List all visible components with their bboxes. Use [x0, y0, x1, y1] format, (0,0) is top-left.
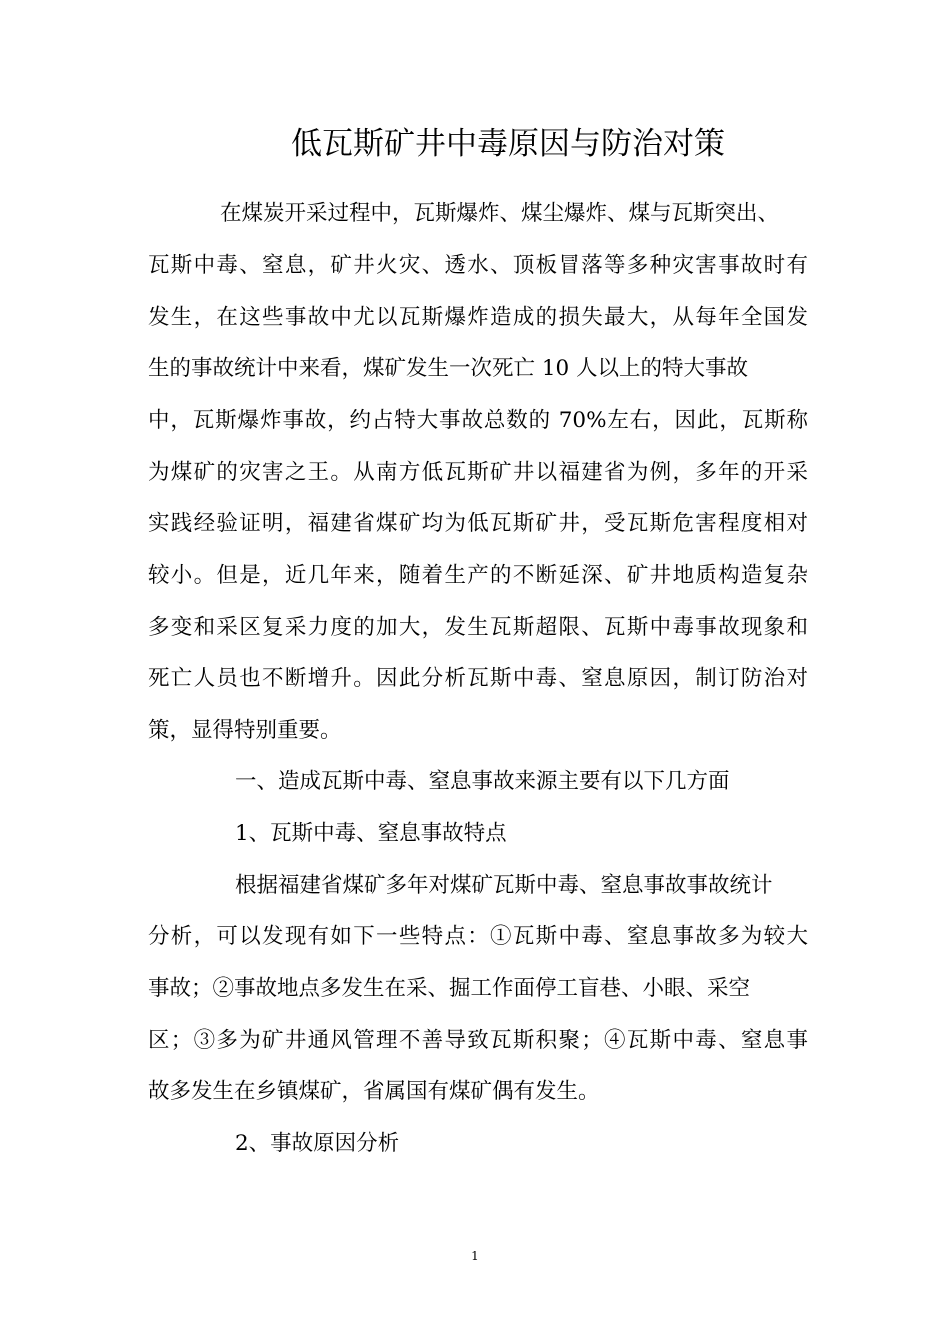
subsection-heading: 1、瓦斯中毒、窒息事故特点 [235, 821, 507, 846]
paragraph-line: 故多发生在乡镇煤矿，省属国有煤矿偶有发生。 [148, 1079, 600, 1104]
paragraph-line: 区；③多为矿井通风管理不善导致瓦斯积聚；④瓦斯中毒、窒息事 [148, 1028, 808, 1053]
paragraph-line: 较小。但是，近几年来，随着生产的不断延深、矿井地质构造复杂 [148, 563, 808, 588]
paragraph-line: 实践经验证明，福建省煤矿均为低瓦斯矿井，受瓦斯危害程度相对 [148, 511, 808, 536]
section-heading: 一、造成瓦斯中毒、窒息事故来源主要有以下几方面 [235, 769, 730, 794]
paragraph-line: 中，瓦斯爆炸事故，约占特大事故总数的 70%左右，因此，瓦斯称 [148, 408, 808, 433]
paragraph-line: 为煤矿的灾害之王。从南方低瓦斯矿井以福建省为例，多年的开采 [148, 460, 808, 485]
paragraph-line: 分析，可以发现有如下一些特点：①瓦斯中毒、窒息事故多为较大 [148, 924, 808, 949]
paragraph-line: 在煤炭开采过程中，瓦斯爆炸、煤尘爆炸、煤与瓦斯突出、 [220, 201, 780, 226]
subsection-heading: 2、事故原因分析 [235, 1131, 400, 1156]
paragraph-line: 发生，在这些事故中尤以瓦斯爆炸造成的损失最大，从每年全国发 [148, 305, 808, 330]
paragraph-line: 事故；②事故地点多发生在采、掘工作面停工盲巷、小眼、采空 [148, 976, 751, 1001]
paragraph-line: 生的事故统计中来看，煤矿发生一次死亡 10 人以上的特大事故 [148, 356, 749, 381]
paragraph-line: 多变和采区复采力度的加大，发生瓦斯超限、瓦斯中毒事故现象和 [148, 615, 808, 640]
document-title: 低瓦斯矿井中毒原因与防治对策 [291, 126, 725, 162]
paragraph-line: 死亡人员也不断增升。因此分析瓦斯中毒、窒息原因，制订防治对 [148, 666, 808, 691]
page-number: 1 [471, 1249, 479, 1263]
paragraph-line: 瓦斯中毒、窒息，矿井火灾、透水、顶板冒落等多种灾害事故时有 [148, 253, 808, 278]
paragraph-line: 策，显得特别重要。 [148, 718, 342, 743]
paragraph-line: 根据福建省煤矿多年对煤矿瓦斯中毒、窒息事故事故统计 [235, 873, 773, 898]
